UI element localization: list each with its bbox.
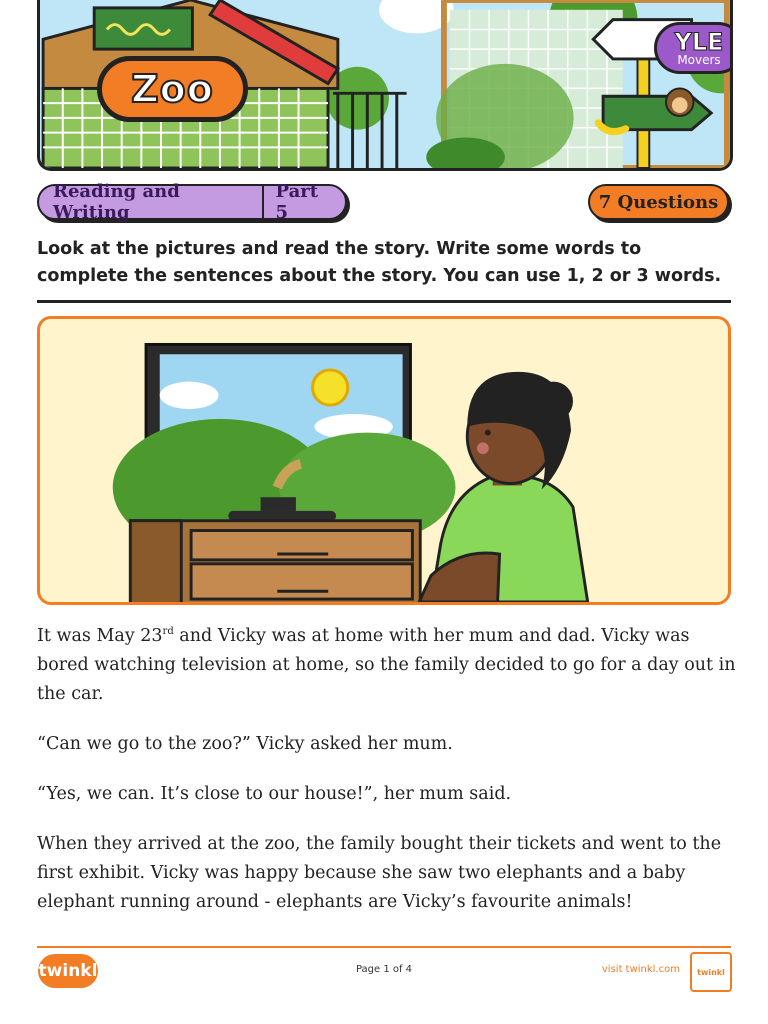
visit-link[interactable]: visit twinkl.com: [601, 964, 680, 975]
ordinal-suffix: rd: [162, 626, 174, 637]
page-title: Zoo: [131, 67, 214, 111]
story-text: [37, 622, 737, 938]
story-illustration: [37, 316, 731, 605]
twinkl-logo-text: twinkl: [38, 961, 98, 981]
story-p1-start: It was May 23: [37, 626, 163, 646]
questions-tag: [588, 184, 729, 220]
quality-badge-text: twinkl: [697, 967, 725, 977]
yle-badge-title: YLE: [674, 27, 724, 56]
quality-badge: [690, 952, 732, 992]
story-p1-rest: and Vicky was at home with her mum and dad. Vicky was bored watching television at home, so the family decided to go for a day out in the car.: [37, 626, 736, 704]
title-pill: [97, 56, 248, 122]
yle-badge-level: Movers: [677, 52, 721, 67]
header-banner: [37, 0, 733, 171]
story-paragraph-3: “Yes, we can. It’s close to our house!”, her mum said.: [37, 784, 512, 804]
questions-count: 7 Questions: [598, 191, 719, 213]
story-paragraph-4: When they arrived at the zoo, the family bought their tickets and went to the first exhibit. Vicky was happy because she saw two elephants and a baby elephant running around - elephants are Vicky’s favourite animals!: [37, 834, 722, 912]
story-paragraph-1: [37, 622, 737, 709]
story-paragraph-2: “Can we go to the zoo?” Vicky asked her mum.: [37, 734, 453, 754]
yle-badge: [654, 22, 733, 74]
twinkl-logo[interactable]: [38, 954, 98, 988]
footer-divider: [37, 946, 731, 948]
part-label: Part 5: [275, 181, 319, 223]
section-label: Reading and Writing: [39, 186, 264, 218]
divider: [37, 300, 731, 303]
girl-watching-tv-illustration: [40, 319, 728, 602]
instructions: Look at the pictures and read the story. Write some words to complete the sentences about the story. You can use 1, 2 or 3 words.: [37, 239, 722, 286]
page-number: Page 1 of 4: [355, 964, 413, 975]
section-tag: [37, 181, 347, 223]
